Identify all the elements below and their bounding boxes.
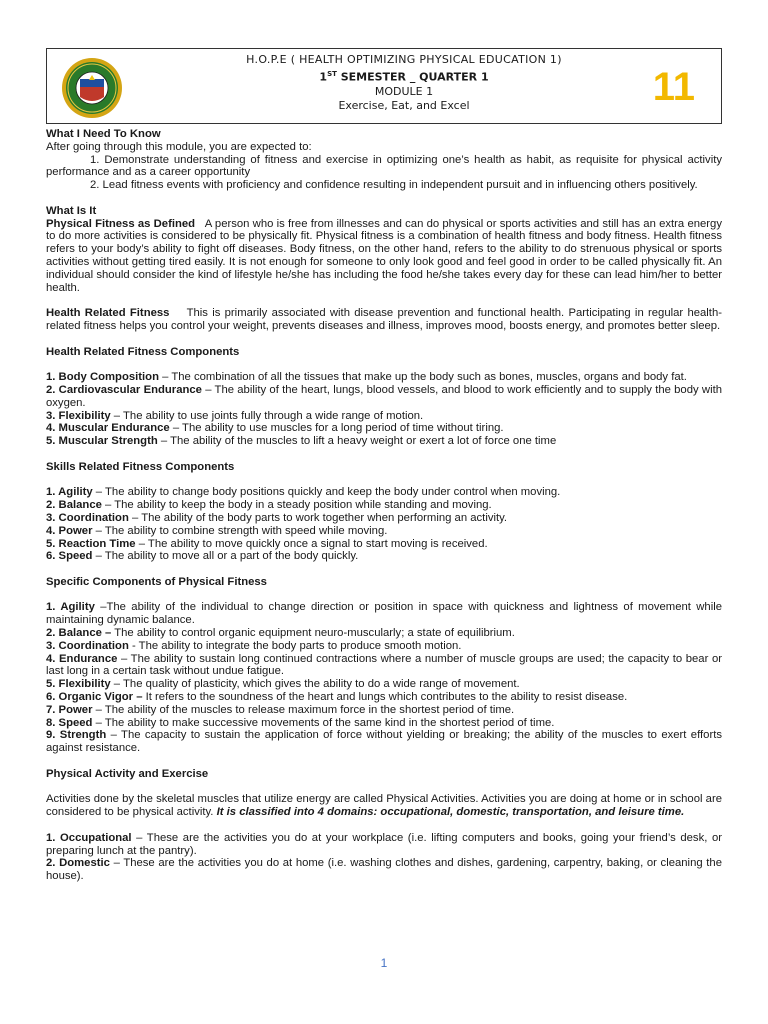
semester-quarter: 1ST SEMESTER _ QUARTER 1 [319,70,489,84]
list-item: 3. Coordination - The ability to integrate the body parts to produce smooth motion. [46,639,462,652]
module-content [46,128,722,883]
list-item: 7. Power – The ability of the muscles to release maximum force in the shortest period of time. [46,703,515,716]
list-item: 2. Cardiovascular Endurance – The ability of the heart, lungs, blood vessels, and blood to work efficiently and to supply the body with oxygen. [46,383,722,409]
header-titles [187,53,621,113]
list-item: 2. Balance – The ability to control organic equipment neuro-muscularly; a state of equilibrium. [46,627,515,640]
paragraph: After going through this module, you are expected to: [46,140,312,153]
school-seal-logo [61,57,123,119]
paragraph: Physical Fitness as Defined A person who is free from illnesses and can do physical or sports activities and still has an extra energy to do more activities is considered to be physically fit. Physical fitness is a combination of health fitness and body fitness. Health fitness refers to your body’s ability to fight off diseases. Body fitness, on the other hand, refers to the ability to do strenuous physical or sports activities without getting tired easily. It is not enough for someone to only look good and feel good in order to be called physically fit. An individual should consider the kind of lifestyle he/she has including the food he/she takes every day for these can lead him/her to better health. [46,217,722,294]
list-item: 4. Endurance – The ability to sustain long continued contractions where a number of muscle groups are used; the capacity to bear or last long in a certain task without undue fatigue. [46,652,722,678]
list-item: 1. Agility – The ability to change body positions quickly and keep the body under control when moving. [46,486,561,499]
module-title: Exercise, Eat, and Excel [338,98,470,112]
list-item: 5. Reaction Time – The ability to move quickly once a signal to start moving is received. [46,537,488,550]
list-item: 3. Flexibility – The ability to use joints fully through a wide range of motion. [46,409,424,422]
list-item: 6. Organic Vigor – It refers to the soundness of the heart and lungs which contributes to the ability to resist disease. [46,691,628,704]
section-heading: Health Related Fitness Components [46,345,240,358]
page-number: 1 [380,956,388,970]
list-item: 1. Body Composition – The combination of all the tissues that make up the body such as bones, muscles, organs and body fat. [46,371,687,384]
objective-item: 1. Demonstrate understanding of fitness and exercise in optimizing one’s health as habit, as requisite for physical activity performance and as a career opportunity [46,153,722,179]
grade-level: 11 [652,65,695,109]
list-item: 2. Domestic – These are the activities you do at home (i.e. washing clothes and dishes, gardening, carpentry, baking, or cleaning the house). [46,857,722,883]
module-header [46,48,722,124]
list-item: 4. Power – The ability to combine strength with speed while moving. [46,524,388,537]
section-heading: What Is It [46,204,97,217]
list-item: 5. Flexibility – The quality of plasticity, which gives the ability to do a wide range of movement. [46,678,520,691]
list-item: 1. Occupational – These are the activities you do at your workplace (i.e. lifting computers and books, going your friend’s desk, or preparing lunch at the pantry). [46,831,722,857]
list-item: 9. Strength – The capacity to sustain the application of force without yielding or breaking; the ability of the muscles to exert efforts against resistance. [46,729,722,755]
list-item: 5. Muscular Strength – The ability of the muscles to lift a heavy weight or exert a lot of force one time [46,435,557,448]
list-item: 6. Speed – The ability to move all or a part of the body quickly. [46,550,359,563]
list-item: 1. Agility –The ability of the individual to change direction or position in space with quickness and lightness of movement while maintaining dynamic balance. [46,601,722,627]
section-heading: Physical Activity and Exercise [46,767,209,780]
list-item: 8. Speed – The ability to make successive movements of the same kind in the shortest period of time. [46,716,555,729]
list-item: 3. Coordination – The ability of the body parts to work together when performing an activity. [46,511,508,524]
section-heading: What I Need To Know [46,128,161,140]
list-item: 4. Muscular Endurance – The ability to use muscles for a long period of time without tiring. [46,422,504,435]
objective-item: 2. Lead fitness events with proficiency and confidence resulting in independent pursuit and in influencing others positively. [90,179,698,192]
list-item: 2. Balance – The ability to keep the body in a steady position while standing and moving. [46,499,492,512]
module-number: MODULE 1 [374,84,434,98]
paragraph: Health Related Fitness This is primarily associated with disease prevention and functional health. Participating in regular health-related fitness helps you control your weight, prevents diseases and illness, improves mood, boosts energy, and promotes better sleep. [46,307,722,332]
section-heading: Skills Related Fitness Components [46,460,235,473]
section-heading: Specific Components of Physical Fitness [46,575,267,588]
paragraph: Activities done by the skeletal muscles that utilize energy are called Physical Activities. Activities you are doing at home or in school are considered to be physical activity. It is classified into 4 domains: occupational, domestic, transportation, and leisure time. [46,793,722,819]
course-title: H.O.P.E ( HEALTH OPTIMIZING PHYSICAL EDUCATION 1) [246,53,562,66]
